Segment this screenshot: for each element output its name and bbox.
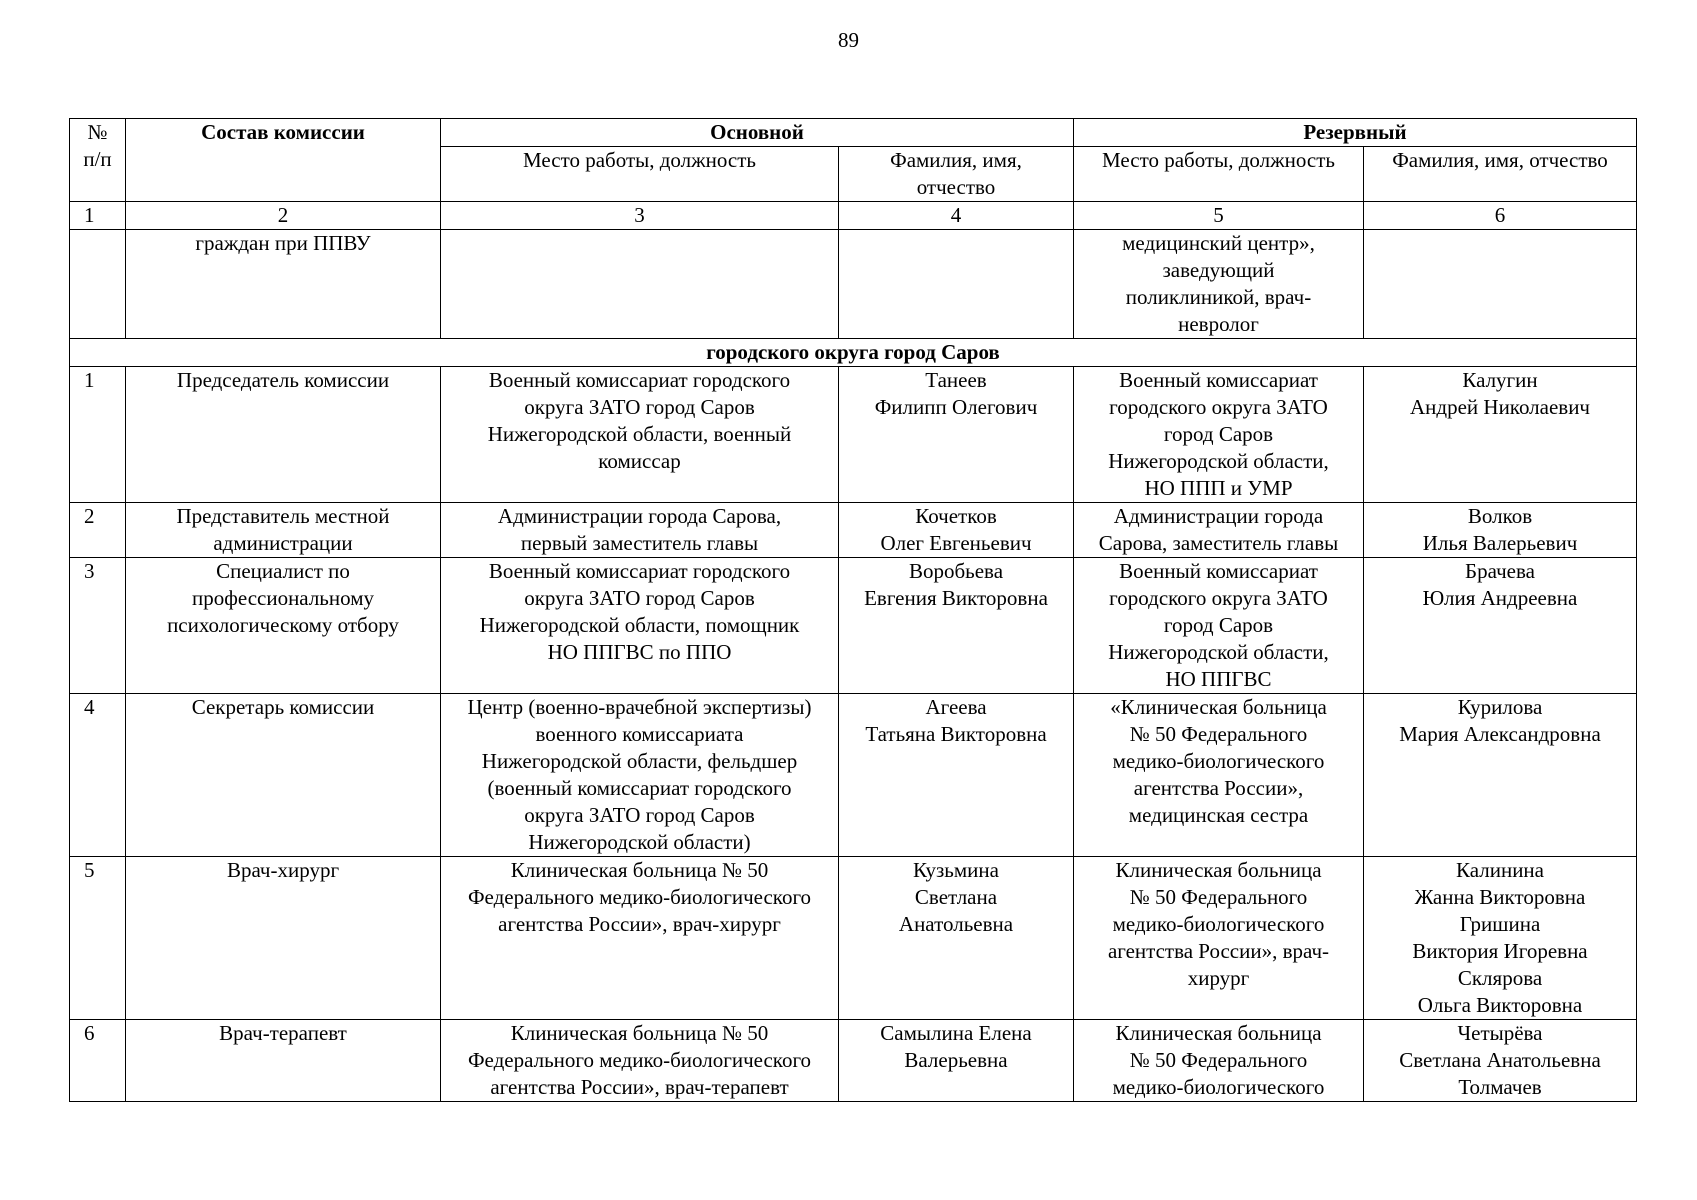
text-line: Представитель местной xyxy=(176,504,390,528)
cell-composition xyxy=(126,857,441,1020)
table-header xyxy=(70,119,1637,230)
text-line: Андрей Николаевич xyxy=(1410,395,1590,419)
text-line: Кочетков xyxy=(915,504,997,528)
text-line: Ольга Викторовна xyxy=(1417,993,1583,1017)
text-line: невролог xyxy=(1178,312,1259,336)
table-row xyxy=(70,503,1637,558)
cell-workplace xyxy=(441,367,839,503)
column-number: 6 xyxy=(1364,202,1637,230)
text-line: Склярова xyxy=(1457,966,1543,990)
text-line: (военный комиссариат городского xyxy=(487,776,792,800)
text-line: Курилова xyxy=(1457,695,1543,719)
header-primary: Основной xyxy=(441,119,1074,147)
text-line: медико-биологического xyxy=(1112,912,1325,936)
text-line: поликлиникой, врач- xyxy=(1125,285,1312,309)
cell-composition xyxy=(126,503,441,558)
column-number: 3 xyxy=(441,202,839,230)
cell-num: 6 xyxy=(70,1020,126,1102)
text-line: военного комиссариата xyxy=(535,722,744,746)
cell-workplace xyxy=(441,230,839,339)
text-line: Клиническая больница № 50 xyxy=(510,1021,769,1045)
text-line: Администрации города Сарова, xyxy=(497,504,782,528)
cell-fio xyxy=(839,1020,1074,1102)
text-line: Валерьевна xyxy=(904,1048,1008,1072)
text-line: Нижегородской области) xyxy=(528,830,751,854)
text-line: Нижегородской области, xyxy=(1108,640,1329,664)
text-line: Центр (военно-врачебной экспертизы) xyxy=(467,695,812,719)
text-line: Сарова, заместитель главы xyxy=(1098,531,1339,555)
cell-fio xyxy=(839,857,1074,1020)
cell-workplace xyxy=(441,694,839,857)
text-line: Калинина xyxy=(1456,858,1544,882)
header-workplace-reserve: Место работы, должность xyxy=(1074,147,1364,202)
text-line: Юлия Андреевна xyxy=(1422,586,1578,610)
text-line: заведующий xyxy=(1162,258,1275,282)
column-number: 4 xyxy=(839,202,1074,230)
header-fio-primary-line-2: отчество xyxy=(916,175,996,199)
text-line: Четырёва xyxy=(1457,1021,1543,1045)
cell-num: 5 xyxy=(70,857,126,1020)
text-line: Танеев xyxy=(925,368,987,392)
text-line: Нижегородской области, помощник xyxy=(479,613,800,637)
text-line: Волков xyxy=(1467,504,1533,528)
text-line: Нижегородской области, военный xyxy=(487,422,792,446)
text-line: агентства России», xyxy=(1133,776,1304,800)
text-line: профессиональному xyxy=(192,586,374,610)
text-line: Председатель комиссии xyxy=(176,368,390,392)
text-line: агентства России», врач-терапевт xyxy=(490,1075,789,1099)
commission-table xyxy=(69,118,1637,1102)
header-workplace: Место работы, должность xyxy=(441,147,839,202)
text-line: Толмачев xyxy=(1458,1075,1542,1099)
cell-reserve-fio xyxy=(1364,367,1637,503)
text-line: Секретарь комиссии xyxy=(191,695,375,719)
cell-reserve-workplace xyxy=(1074,367,1364,503)
cell-workplace xyxy=(441,503,839,558)
text-line: округа ЗАТО город Саров xyxy=(524,395,755,419)
text-line: Воробьева xyxy=(908,559,1004,583)
header-fio-primary-line-1: Фамилия, имя, xyxy=(890,148,1022,172)
text-line: городского округа ЗАТО xyxy=(1109,395,1328,419)
section-row xyxy=(70,339,1637,367)
cell-workplace xyxy=(441,558,839,694)
column-number: 2 xyxy=(126,202,441,230)
table-row xyxy=(70,367,1637,503)
cell-composition xyxy=(126,367,441,503)
text-line: Филипп Олегович xyxy=(874,395,1038,419)
text-line: Калугин xyxy=(1462,368,1538,392)
cell-fio xyxy=(839,558,1074,694)
cell-fio xyxy=(839,503,1074,558)
header-num xyxy=(70,119,126,202)
column-number-row xyxy=(70,202,1637,230)
header-num-line-1: № xyxy=(87,120,108,144)
text-line: Самылина Елена xyxy=(880,1021,1032,1045)
text-line: Администрации города xyxy=(1113,504,1324,528)
text-line: Анатольевна xyxy=(898,912,1014,936)
text-line: Евгения Викторовна xyxy=(864,586,1048,610)
text-line: медицинский центр», xyxy=(1122,231,1315,255)
cell-workplace xyxy=(441,857,839,1020)
cell-reserve-fio xyxy=(1364,1020,1637,1102)
text-line: хирург xyxy=(1187,966,1250,990)
table-body xyxy=(70,230,1637,1102)
text-line: Татьяна Викторовна xyxy=(865,722,1047,746)
text-line: Клиническая больница xyxy=(1115,858,1322,882)
text-line: город Саров xyxy=(1163,422,1274,446)
text-line: № 50 Федерального xyxy=(1129,885,1308,909)
text-line: округа ЗАТО город Саров xyxy=(524,586,755,610)
column-number: 5 xyxy=(1074,202,1364,230)
text-line: «Клиническая больница xyxy=(1110,695,1327,719)
text-line: Клиническая больница № 50 xyxy=(510,858,769,882)
text-line: Кузьмина xyxy=(913,858,999,882)
text-line: Военный комиссариат xyxy=(1119,559,1318,583)
cell-num: 2 xyxy=(70,503,126,558)
header-fio-reserve: Фамилия, имя, отчество xyxy=(1364,147,1637,202)
text-line: Мария Александровна xyxy=(1399,722,1601,746)
cell-num: 4 xyxy=(70,694,126,857)
header-composition: Состав комиссии xyxy=(126,119,441,202)
text-line: Специалист по xyxy=(216,559,350,583)
table-row xyxy=(70,694,1637,857)
table-row xyxy=(70,857,1637,1020)
text-line: агентства России», врач- xyxy=(1107,939,1330,963)
text-line: Военный комиссариат городского xyxy=(488,559,791,583)
text-line: № 50 Федерального xyxy=(1129,1048,1308,1072)
cell-num: 3 xyxy=(70,558,126,694)
text-line: город Саров xyxy=(1163,613,1274,637)
cell-reserve-fio xyxy=(1364,857,1637,1020)
text-line: НО ППГВС по ППО xyxy=(547,640,732,664)
cell-reserve-workplace xyxy=(1074,503,1364,558)
text-line: Врач-терапевт xyxy=(219,1021,347,1045)
text-line: Федерального медико-биологического xyxy=(467,885,812,909)
cell-composition xyxy=(126,558,441,694)
cell-num xyxy=(70,230,126,339)
text-line: Клиническая больница xyxy=(1115,1021,1322,1045)
cell-reserve-fio xyxy=(1364,694,1637,857)
cell-reserve-fio xyxy=(1364,230,1637,339)
cell-reserve-fio xyxy=(1364,558,1637,694)
text-line: округа ЗАТО город Саров xyxy=(524,803,755,827)
cell-num: 1 xyxy=(70,367,126,503)
continuation-row xyxy=(70,230,1637,339)
text-line: Светлана Анатольевна xyxy=(1399,1048,1601,1072)
cell-composition: граждан при ППВУ xyxy=(126,230,441,339)
text-line: Нижегородской области, фельдшер xyxy=(481,749,798,773)
cell-fio xyxy=(839,367,1074,503)
table-row xyxy=(70,558,1637,694)
text-line: медико-биологического xyxy=(1112,1075,1325,1099)
text-line: психологическому отбору xyxy=(167,613,399,637)
text-line: Олег Евгеньевич xyxy=(880,531,1032,555)
page-number: 89 xyxy=(838,28,859,52)
text-line: медико-биологического xyxy=(1112,749,1325,773)
cell-fio xyxy=(839,230,1074,339)
text-line: Светлана xyxy=(914,885,998,909)
text-line: администрации xyxy=(213,531,353,555)
cell-workplace xyxy=(441,1020,839,1102)
text-line: медицинская сестра xyxy=(1128,803,1309,827)
text-line: № 50 Федерального xyxy=(1129,722,1308,746)
header-fio-primary xyxy=(839,147,1074,202)
header-num-line-2: п/п xyxy=(83,147,112,171)
text-line: Военный комиссариат xyxy=(1119,368,1318,392)
cell-reserve-workplace xyxy=(1074,694,1364,857)
column-number: 1 xyxy=(70,202,126,230)
text-line: Илья Валерьевич xyxy=(1422,531,1578,555)
text-line: НО ППП и УМР xyxy=(1144,476,1293,500)
text-line: Врач-хирург xyxy=(226,858,340,882)
text-line: агентства России», врач-хирург xyxy=(498,912,781,936)
cell-fio xyxy=(839,694,1074,857)
text-line: Агеева xyxy=(925,695,987,719)
text-line: Нижегородской области, xyxy=(1108,449,1329,473)
cell-reserve-workplace xyxy=(1074,558,1364,694)
cell-composition xyxy=(126,694,441,857)
text-line: Федерального медико-биологического xyxy=(467,1048,812,1072)
section-title: городского округа город Саров xyxy=(70,339,1637,367)
text-line: Военный комиссариат городского xyxy=(488,368,791,392)
text-line: комиссар xyxy=(598,449,681,473)
text-line: Жанна Викторовна xyxy=(1414,885,1586,909)
text-line: городского округа ЗАТО xyxy=(1109,586,1328,610)
header-reserve: Резервный xyxy=(1074,119,1637,147)
cell-reserve-workplace xyxy=(1074,857,1364,1020)
text-line: НО ППГВС xyxy=(1165,667,1272,691)
text-line: Брачева xyxy=(1465,559,1535,583)
text-line: Гришина xyxy=(1459,912,1541,936)
cell-reserve-fio xyxy=(1364,503,1637,558)
text-line: первый заместитель главы xyxy=(520,531,759,555)
cell-composition xyxy=(126,1020,441,1102)
text-line: Виктория Игоревна xyxy=(1412,939,1588,963)
cell-reserve-workplace xyxy=(1074,1020,1364,1102)
cell-reserve-workplace xyxy=(1074,230,1364,339)
table-row xyxy=(70,1020,1637,1102)
